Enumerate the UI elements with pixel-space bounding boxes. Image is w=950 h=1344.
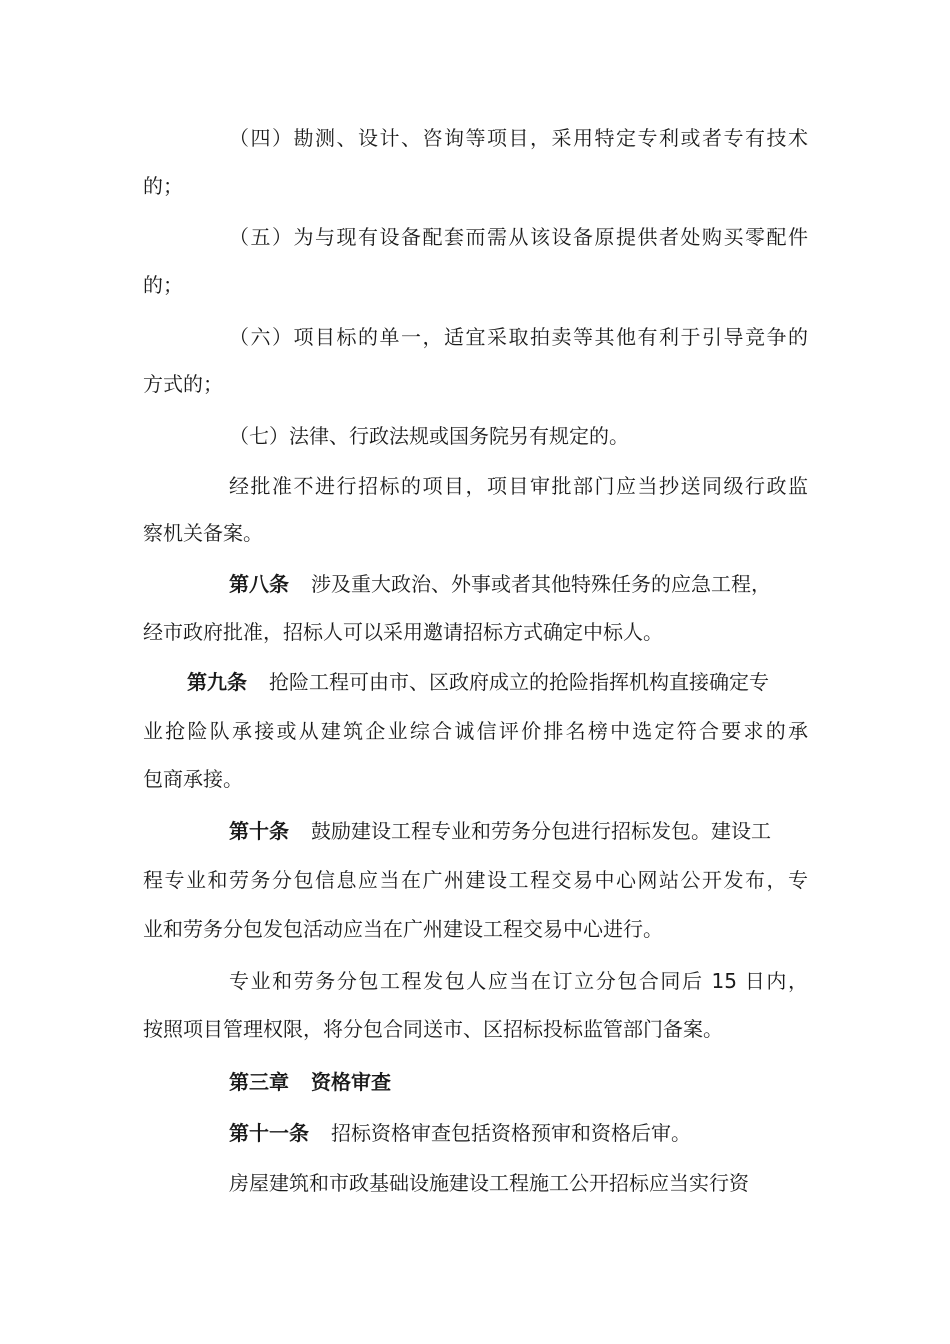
article-9-line	[187, 668, 808, 696]
paragraph-line: 业和劳务分包发包活动应当在广州建设工程交易中心进行。	[143, 917, 663, 941]
chapter-label: 第三章	[229, 1070, 289, 1094]
article-11-line	[229, 1119, 808, 1147]
article-text: 招标资格审查包括资格预审和资格后审。	[331, 1121, 691, 1145]
article-label: 第十一条	[229, 1121, 309, 1145]
paragraph-line: 程专业和劳务分包信息应当在广州建设工程交易中心网站公开发布，专	[143, 868, 808, 892]
paragraph-line: 方式的；	[143, 372, 223, 396]
chapter-title: 资格审查	[311, 1070, 391, 1094]
paragraph-line: 察机关备案。	[143, 521, 263, 545]
article-label: 第九条	[187, 670, 247, 694]
article-text: 鼓励建设工程专业和劳务分包进行招标发包。建设工	[311, 819, 771, 843]
paragraph-line: 经市政府批准，招标人可以采用邀请招标方式确定中标人。	[143, 620, 663, 644]
paragraph-line: （五）为与现有设备配套而需从该设备原提供者处购买零配件	[229, 225, 808, 249]
paragraph-line: 按照项目管理权限，将分包合同送市、区招标投标监管部门备案。	[143, 1017, 723, 1041]
paragraph-line: 的；	[143, 174, 183, 198]
paragraph-line: 房屋建筑和市政基础设施建设工程施工公开招标应当实行资	[229, 1171, 749, 1195]
paragraph-line: 的；	[143, 273, 183, 297]
paragraph-line: 业抢险队承接或从建筑企业综合诚信评价排名榜中选定符合要求的承	[143, 719, 808, 743]
paragraph-line: （七）法律、行政法规或国务院另有规定的。	[229, 424, 629, 448]
paragraph-line: 包商承接。	[143, 767, 243, 791]
chapter-heading	[229, 1068, 808, 1096]
paragraph-line: 专业和劳务分包工程发包人应当在订立分包合同后 15 日内，	[229, 969, 808, 993]
article-10-line	[229, 817, 808, 845]
article-label: 第十条	[229, 819, 289, 843]
paragraph-line: （六）项目标的单一，适宜采取拍卖等其他有利于引导竞争的	[229, 325, 808, 349]
article-text: 抢险工程可由市、区政府成立的抢险指挥机构直接确定专	[269, 670, 769, 694]
article-text: 涉及重大政治、外事或者其他特殊任务的应急工程，	[311, 572, 771, 596]
article-8-line	[229, 570, 808, 598]
article-label: 第八条	[229, 572, 289, 596]
paragraph-line: （四）勘测、设计、咨询等项目，采用特定专利或者专有技术	[229, 126, 808, 150]
paragraph-line: 经批准不进行招标的项目，项目审批部门应当抄送同级行政监	[229, 474, 808, 498]
